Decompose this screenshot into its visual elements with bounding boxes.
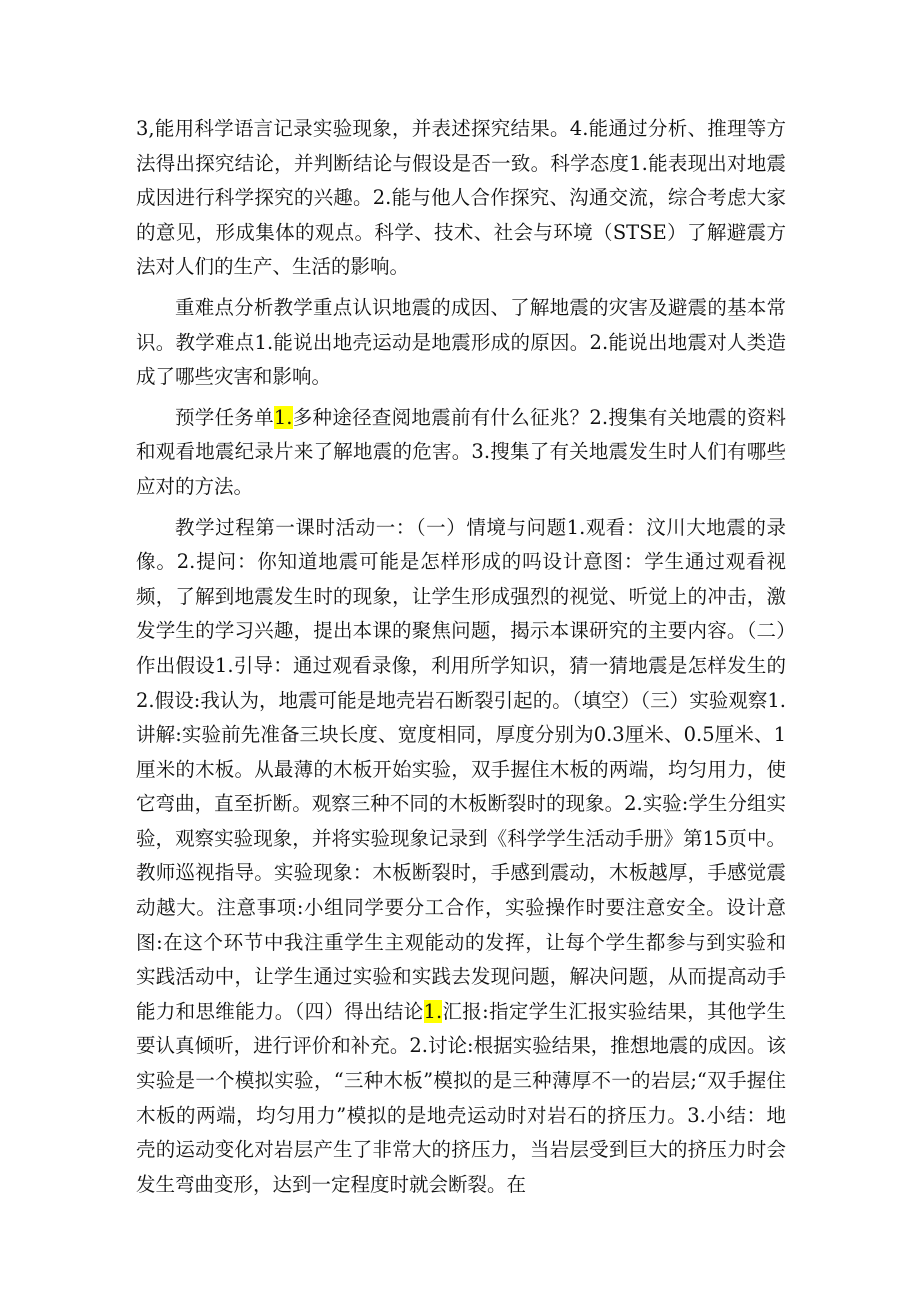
text-segment: 汇报:指定学生汇报实验结果，其他学生要认真倾听，进行评价和补充。2.讨论:根据实验结果，推想地震的成因。该实验是一个模拟实验，“三种木板”模拟的是三种薄厚不一的岩层;“双手握住木板的两端，均匀用力”模拟的是地壳运动时对岩石的挤压力。3.小结：地壳的运动变化对岩层产生了非常大的挤压力，当岩层受到巨大的挤压力时会发生弯曲变形，达到一定程度时就会断裂。在 (136, 999, 786, 1196)
paragraph-key-difficult-points (136, 291, 786, 395)
text-segment: 预学任务单 (175, 405, 274, 429)
text-segment: 3,能用科学语言记录实验现象，并表述探究结果。4.能通过分析、推理等方法得出探究结论，并判断结论与假设是否一致。科学态度1.能表现出对地震成因进行科学探究的兴趣。2.能与他人合作探究、沟通交流，综合考虑大家的意见，形成集体的观点。科学、技术、社会与环境（STSE）了解避震方法对人们的生产、生活的影响。 (136, 117, 786, 279)
highlighted-number: 1. (423, 999, 443, 1023)
paragraph-preview-tasks (136, 401, 786, 505)
paragraph-teaching-process (136, 511, 786, 1203)
text-segment: 重难点分析教学重点认识地震的成因、了解地震的灾害及避震的基本常识。教学难点1.能说出地壳运动是地震形成的原因。2.能说出地震对人类造成了哪些灾害和影响。 (136, 295, 786, 389)
highlighted-number: 1. (273, 405, 293, 429)
text-segment: 多种途径查阅地震前有什么征兆？2.搜集有关地震的资料和观看地震纪录片来了解地震的危害。3.搜集了有关地震发生时人们有哪些应对的方法。 (136, 405, 786, 498)
text-segment: 教学过程第一课时活动一：（一）情境与问题1.观看：汶川大地震的录像。2.提问：你知道地震可能是怎样形成的吗设计意图：学生通过观看视频，了解到地震发生时的现象，让学生形成强烈的视觉、听觉上的冲击，激发学生的学习兴趣，提出本课的聚焦问题，揭示本课研究的主要内容。（二）作出假设1.引导：通过观看录像，利用所学知识，猜一猜地震是怎样发生的2.假设:我认为，地震可能是地壳岩石断裂引起的。（填空）（三）实验观察1.讲解:实验前先准备三块长度、宽度相同，厚度分别为0.3厘米、0.5厘米、1厘米的木板。从最薄的木板开始实验，双手握住木板的两端，均匀用力，使它弯曲，直至折断。观察三种不同的木板断裂时的现象。2.实验:学生分组实验，观察实验现象，并将实验现象记录到《科学学生活动手册》第15页中。教师巡视指导。实验现象：木板断裂时，手感到震动，木板越厚，手感觉震动越大。注意事项:小组同学要分工合作，实验操作时要注意安全。设计意图:在这个环节中我注重学生主观能动的发挥，让每个学生都参与到实验和实践活动中，让学生通过实验和实践去发现问题，解决问题，从而提高动手能力和思维能力。（四）得出结论 (136, 515, 786, 1023)
document-body (136, 112, 786, 1208)
paragraph-objectives-continued (136, 112, 786, 285)
